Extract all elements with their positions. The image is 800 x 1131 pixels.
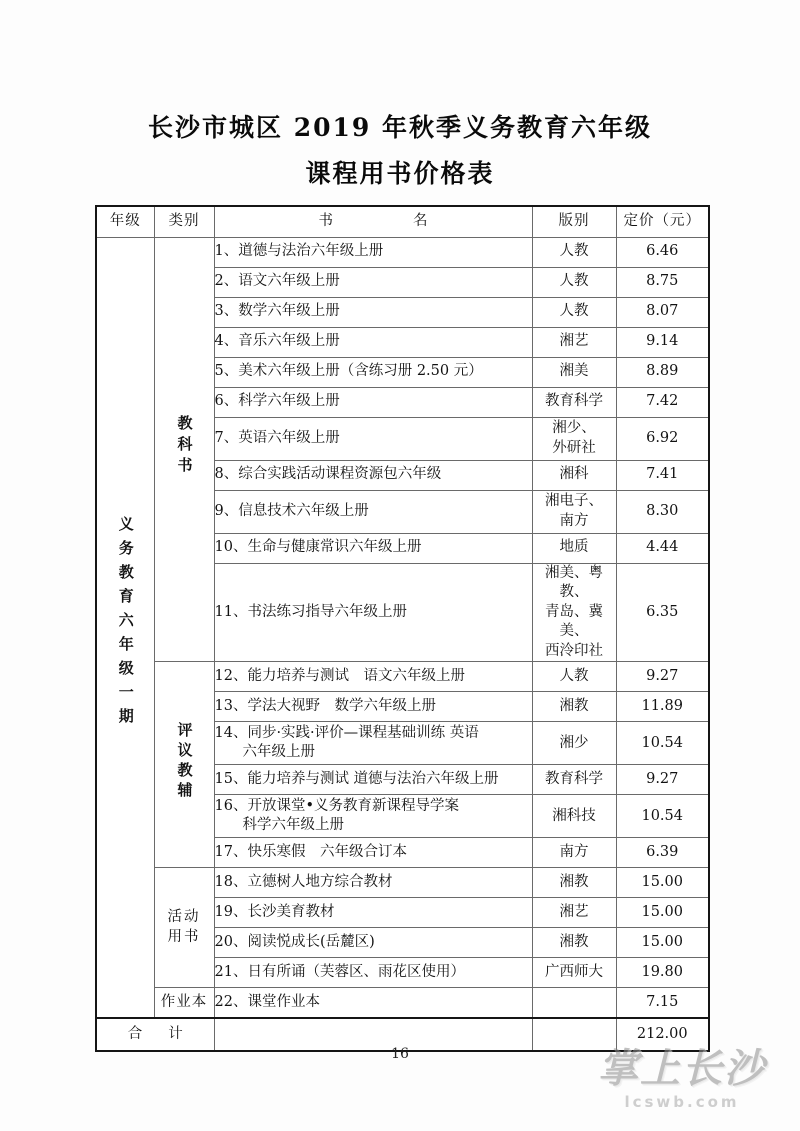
- book-name: [214, 795, 532, 838]
- table-row: [96, 237, 709, 267]
- category-activity-line2: 用书: [167, 928, 201, 945]
- total-label-left: 合: [127, 1025, 143, 1042]
- publisher: 教育科学: [532, 387, 616, 417]
- publisher: [532, 563, 616, 662]
- watermark-url: lcswb.com: [624, 1093, 740, 1111]
- publisher: 人教: [532, 662, 616, 692]
- book-name-line1: 16、开放课堂•义务教育新课程导学案: [214, 797, 460, 814]
- watermark-brand: 掌上长沙: [598, 1046, 766, 1092]
- book-name: 15、能力培养与测试 道德与法治六年级上册: [214, 765, 532, 795]
- book-name: 13、学法大视野 数学六年级上册: [214, 692, 532, 722]
- publisher: 人教: [532, 297, 616, 327]
- price-table: [95, 205, 710, 1052]
- price: 15.00: [616, 868, 709, 898]
- grade-label: 义务教育六年级一期: [116, 515, 135, 732]
- category-textbook-label: 教科书: [175, 414, 194, 478]
- price: 19.80: [616, 958, 709, 988]
- grade-label-cell: [96, 237, 154, 1018]
- price: 9.27: [616, 662, 709, 692]
- book-name: 7、英语六年级上册: [214, 417, 532, 460]
- book-name: 6、科学六年级上册: [214, 387, 532, 417]
- price: 7.15: [616, 988, 709, 1018]
- price: 6.46: [616, 237, 709, 267]
- header-book-left: 书: [318, 212, 333, 229]
- price: 15.00: [616, 898, 709, 928]
- price: 7.41: [616, 460, 709, 490]
- publisher-line: 湘少、: [552, 419, 596, 436]
- publisher: 地质: [532, 533, 616, 563]
- price: 6.92: [616, 417, 709, 460]
- price-table-container: [95, 205, 708, 1052]
- book-name: 10、生命与健康常识六年级上册: [214, 533, 532, 563]
- table-row: [96, 868, 709, 898]
- publisher: [532, 417, 616, 460]
- header-grade: 年级: [96, 206, 154, 237]
- book-name: 8、综合实践活动课程资源包六年级: [214, 460, 532, 490]
- book-name: 1、道德与法治六年级上册: [214, 237, 532, 267]
- book-name: 17、快乐寒假 六年级合订本: [214, 838, 532, 868]
- price: 10.54: [616, 722, 709, 765]
- header-price: 定价（元）: [616, 206, 709, 237]
- publisher: 湘科技: [532, 795, 616, 838]
- book-name: 12、能力培养与测试 语文六年级上册: [214, 662, 532, 692]
- category-workbook-cell: 作业本: [154, 988, 214, 1018]
- book-name-line2: 科学六年级上册: [242, 817, 344, 834]
- publisher: 人教: [532, 237, 616, 267]
- price: 9.27: [616, 765, 709, 795]
- category-supplement-label: 评议教辅: [175, 721, 194, 802]
- publisher-line: 南方: [559, 512, 589, 529]
- price: 9.14: [616, 327, 709, 357]
- publisher: 湘教: [532, 692, 616, 722]
- book-name-line1: 14、同步·实践·评价—课程基础训练 英语: [214, 724, 479, 741]
- publisher: [532, 490, 616, 533]
- watermark: [582, 1045, 782, 1123]
- price: 15.00: [616, 928, 709, 958]
- publisher: 湘艺: [532, 898, 616, 928]
- book-name: 21、日有所诵（芙蓉区、雨花区使用）: [214, 958, 532, 988]
- publisher: 人教: [532, 267, 616, 297]
- header-category: 类别: [154, 206, 214, 237]
- book-name: 9、信息技术六年级上册: [214, 490, 532, 533]
- book-name: 11、书法练习指导六年级上册: [214, 563, 532, 662]
- book-name: 2、语文六年级上册: [214, 267, 532, 297]
- price: 10.54: [616, 795, 709, 838]
- publisher: 湘美: [532, 357, 616, 387]
- header-book-name: [214, 206, 532, 237]
- book-name: 3、数学六年级上册: [214, 297, 532, 327]
- book-name: 5、美术六年级上册（含练习册 2.50 元）: [214, 357, 532, 387]
- table-header-row: [96, 206, 709, 237]
- table-row: [96, 988, 709, 1018]
- publisher-line: 湘电子、: [545, 492, 603, 509]
- title-line-2: 课程用书价格表: [305, 159, 495, 188]
- price: 8.75: [616, 267, 709, 297]
- publisher: [532, 988, 616, 1018]
- publisher: 南方: [532, 838, 616, 868]
- title-line-1: 长沙市城区 2019 年秋季义务教育六年级: [148, 113, 652, 142]
- publisher-line: 西泠印社: [545, 642, 603, 659]
- page-number: 16: [391, 1046, 409, 1062]
- price: 8.07: [616, 297, 709, 327]
- publisher: 湘教: [532, 928, 616, 958]
- table-row: [96, 662, 709, 692]
- total-label-right: 计: [168, 1025, 183, 1042]
- book-name: 20、阅读悦成长(岳麓区): [214, 928, 532, 958]
- publisher-line: 青岛、冀美、: [545, 603, 603, 640]
- book-name: [214, 722, 532, 765]
- publisher: 湘教: [532, 868, 616, 898]
- publisher: 湘少: [532, 722, 616, 765]
- publisher: 湘艺: [532, 327, 616, 357]
- book-name: 18、立德树人地方综合教材: [214, 868, 532, 898]
- publisher-line: 外研社: [552, 439, 596, 456]
- book-name: 22、课堂作业本: [214, 988, 532, 1018]
- header-book-right: 名: [413, 212, 428, 229]
- price: 6.39: [616, 838, 709, 868]
- publisher: 教育科学: [532, 765, 616, 795]
- publisher: 湘科: [532, 460, 616, 490]
- total-price: 212.00: [616, 1018, 709, 1051]
- book-name: 19、长沙美育教材: [214, 898, 532, 928]
- category-activity-cell: [154, 868, 214, 988]
- price: 8.30: [616, 490, 709, 533]
- book-name-line2: 六年级上册: [242, 744, 315, 761]
- header-publisher: 版别: [532, 206, 616, 237]
- category-activity-line1: 活动: [167, 909, 201, 926]
- price: 7.42: [616, 387, 709, 417]
- publisher: 广西师大: [532, 958, 616, 988]
- price: 8.89: [616, 357, 709, 387]
- category-supplement-cell: [154, 662, 214, 868]
- book-name: 4、音乐六年级上册: [214, 327, 532, 357]
- document-title: [0, 108, 800, 194]
- publisher-line: 湘美、粤教、: [545, 564, 603, 601]
- category-textbook-cell: [154, 237, 214, 662]
- price: 4.44: [616, 533, 709, 563]
- price: 6.35: [616, 563, 709, 662]
- price: 11.89: [616, 692, 709, 722]
